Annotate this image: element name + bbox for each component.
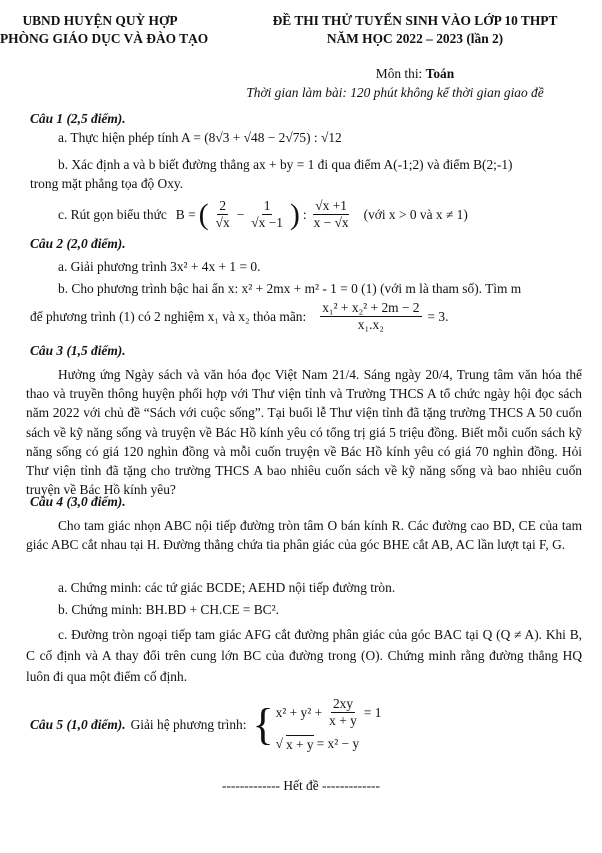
q2-b-line1: b. Cho phương trình bậc hai ẩn x: x² + 2mx + m² - 1 = 0 (1) (với m là tham số). Tìm m [58,281,522,296]
q1-title: Câu 1 (2,5 điểm). [30,111,126,126]
department-name: PHÒNG GIÁO DỤC VÀ ĐÀO TẠO [0,31,209,46]
q1-a-expression: A = (8√3 + √48 − 2√75) : √12 [181,130,342,145]
q5-title: Câu 5 (1,0 điểm). [30,716,126,732]
q2-b-line2: để phương trình (1) có 2 nghiệm x₁ và x₂ thỏa mãn: $\frac{\text{x₁² + x₂² + 2m − 2}}{\text{x₁.x₂}}$ = 3. [30,300,449,332]
q4-a: a. Chứng minh: các tứ giác BCDE; AEHD nội tiếp đường tròn. [58,580,396,595]
q1-a: a. Thực hiện phép tính A = (8√3 + √48 − 2√75) : √12 [58,130,342,145]
subject-label: Môn thi: [375,66,423,81]
school-year: NĂM HỌC 2022 – 2023 (lần 2) [326,31,504,46]
q4-title: Câu 4 (3,0 điểm). [30,494,126,509]
exam-title: ĐỀ THI THỬ TUYỂN SINH VÀO LỚP 10 THPT [272,13,558,28]
q3-title: Câu 3 (1,5 điểm). [30,343,126,358]
q3-body: Hưởng ứng Ngày sách và văn hóa đọc Việt Nam 21/4. Sáng ngày 20/4, Trung tâm văn hóa thể thao và truyền thông huyện phối hợp với Thư viện tỉnh và Trường THCS A tổ chức ngày hội đọc sách năm 2022 với chủ đề “Sách với cuộc sống”. Tại buổi lễ Thư viện tỉnh đã tặng trường THCS A 50 cuốn sách về kỹ năng sống và truyện về Bác Hồ kính yêu có tổng trị giá 5 triệu đồng. Biết mỗi cuốn sách kỹ năng sống có giá 120 nghìn đồng và mỗi cuốn truyện về Bác Hồ kính yêu có giá 70 nghìn đồng. Hỏi Thư viện tỉnh đã tặng cho trường THCS A bao nhiêu cuốn sách về kỹ năng sống và bao nhiêu cuốn truyện về Bác Hồ kính yêu? [26,367,582,498]
q1-b-line1: b. Xác định a và b biết đường thẳng ax + by = 1 đi qua điểm A(-1;2) và điểm B(2;-1) [58,157,513,172]
end-of-exam: ------------- Hết đề ------------- [222,778,380,793]
q5: Câu 5 (1,0 điểm). Giải hệ phương trình: { x² + y² + $\frac{2xy}{x + y}$ = 1 √ x + y = x² − y [30,696,382,752]
q4-body: Cho tam giác nhọn ABC nội tiếp đường tròn tâm O bán kính R. Các đường cao BD, CE của tam giác ABC cắt nhau tại H. Đường thẳng chứa tia phân giác của góc BHE cắt AB, AC lần lượt tại F, G. [26,518,582,553]
time-note: Thời gian làm bài: 120 phút không kể thời gian giao đề [246,85,544,100]
subject-line [240,66,590,82]
q2-title: Câu 2 (2,0 điểm). [30,236,126,251]
q2-a: a. Giải phương trình 3x² + 4x + 1 = 0. [58,259,261,274]
unit-name: UBND HUYỆN QUỲ HỢP [22,13,178,28]
q1-c: c. Rút gọn biểu thức B = ( $\frac{2}{√x}$ − $\frac{1}{√x -1}$ ) : $\frac{√x +1}{x - √x}$ (với x > 0 và x ≠ 1) [58,197,468,231]
q4-c: c. Đường tròn ngoại tiếp tam giác AFG cắt đường phân giác của góc BAC tại Q (Q ≠ A). Khi B, C cố định và A thay đổi trên cung lớn BC của đường trong (O). Chứng minh rằng đường thẳng HQ luôn đi qua một điểm cố định. [26,627,582,684]
subject-value: Toán [425,66,455,81]
q4-b: b. Chứng minh: BH.BD + CH.CE = BC². [58,602,279,617]
q1-b-line2: trong mặt phẳng tọa độ Oxy. [30,176,184,191]
